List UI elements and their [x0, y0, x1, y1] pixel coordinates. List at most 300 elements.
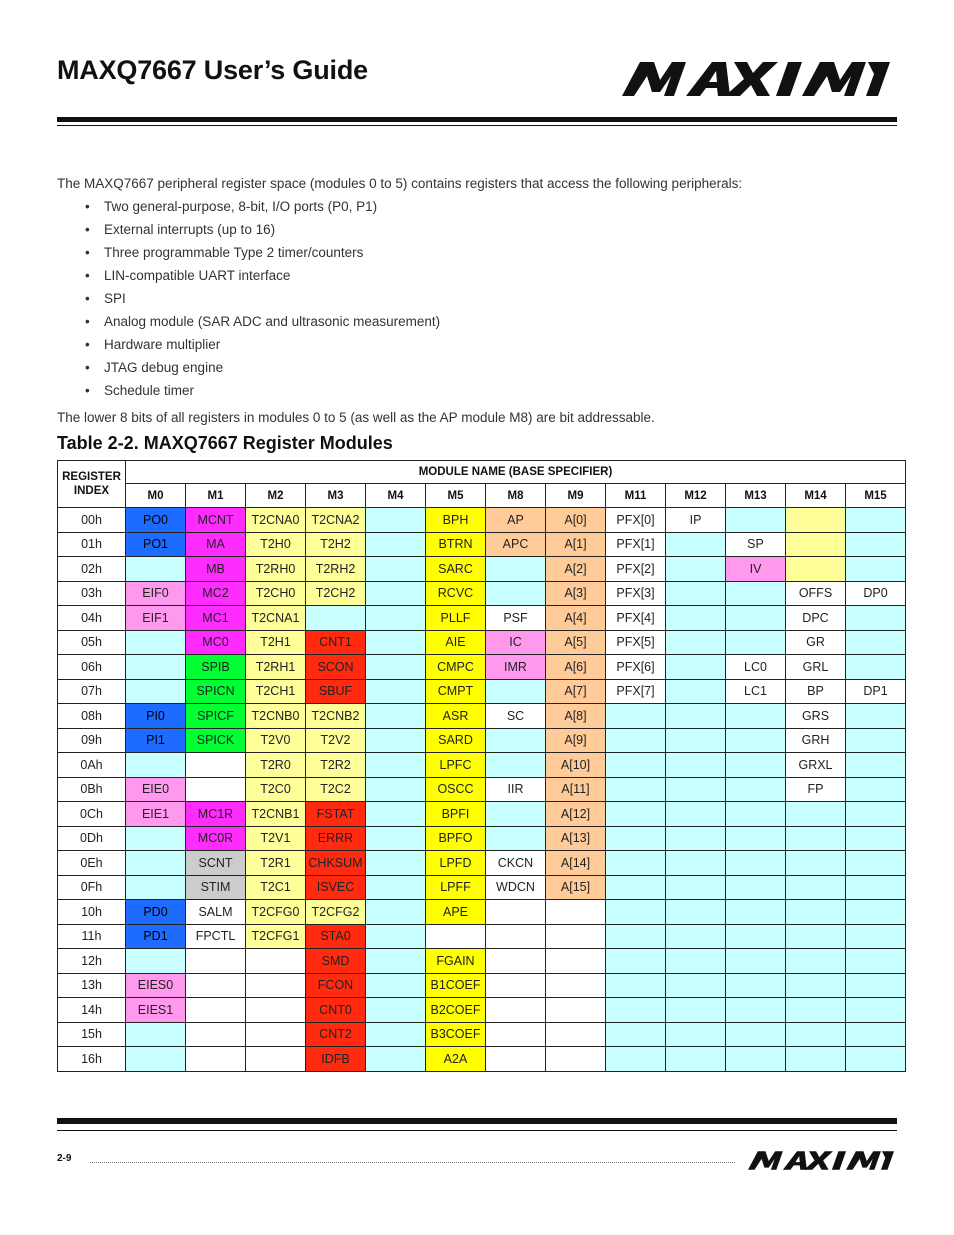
peripheral-list-item: • LIN-compatible UART interface: [57, 267, 897, 290]
register-cell: [666, 679, 726, 704]
register-cell: BPH: [426, 508, 486, 533]
register-cell: [486, 949, 546, 974]
register-cell: [366, 679, 426, 704]
register-index-cell: 15h: [58, 1022, 126, 1047]
register-cell: RCVC: [426, 581, 486, 606]
register-index-cell: 0Ch: [58, 802, 126, 827]
register-cell: A[9]: [546, 728, 606, 753]
module-column-header: M8: [486, 484, 546, 508]
table-title: Table 2-2. MAXQ7667 Register Modules: [57, 433, 393, 453]
register-cell: A[2]: [546, 557, 606, 582]
register-index-cell: 0Fh: [58, 875, 126, 900]
register-cell: [666, 875, 726, 900]
register-cell: [366, 508, 426, 533]
peripheral-list-item: • Three programmable Type 2 timer/counters: [57, 244, 897, 267]
table-row: [58, 777, 906, 802]
register-cell: [726, 851, 786, 876]
register-cell: [726, 998, 786, 1023]
register-cell: T2RH0: [246, 557, 306, 582]
register-cell: [666, 826, 726, 851]
register-cell: [366, 532, 426, 557]
register-cell: T2H2: [306, 532, 366, 557]
register-cell: MC1: [186, 606, 246, 631]
table-row: [58, 924, 906, 949]
register-index-cell: 09h: [58, 728, 126, 753]
register-cell: CKCN: [486, 851, 546, 876]
register-cell: [666, 1047, 726, 1072]
register-cell: IV: [726, 557, 786, 582]
register-cell: AIE: [426, 630, 486, 655]
register-cell: PI1: [126, 728, 186, 753]
register-cell: [846, 630, 906, 655]
register-cell: [366, 753, 426, 778]
register-cell: [366, 802, 426, 827]
intro-closing: The lower 8 bits of all registers in modules 0 to 5 (as well as the AP module M8) are bit addressable.: [57, 410, 655, 425]
register-cell: [486, 557, 546, 582]
register-cell: [606, 777, 666, 802]
register-cell: CNT1: [306, 630, 366, 655]
register-cell: [546, 949, 606, 974]
register-cell: [786, 802, 846, 827]
register-index-cell: 00h: [58, 508, 126, 533]
register-cell: [846, 777, 906, 802]
register-cell: [666, 753, 726, 778]
register-cell: EIES1: [126, 998, 186, 1023]
register-cell: T2C2: [306, 777, 366, 802]
register-cell: A[15]: [546, 875, 606, 900]
register-cell: [726, 900, 786, 925]
register-cell: [726, 753, 786, 778]
register-cell: [846, 508, 906, 533]
register-cell: [246, 1022, 306, 1047]
register-cell: SARD: [426, 728, 486, 753]
register-cell: SALM: [186, 900, 246, 925]
register-cell: [786, 875, 846, 900]
module-column-header: M12: [666, 484, 726, 508]
register-cell: T2R2: [306, 753, 366, 778]
footer-rule-thick: [57, 1118, 897, 1124]
register-cell: [726, 606, 786, 631]
register-cell: [246, 949, 306, 974]
register-cell: [606, 998, 666, 1023]
table-row: [58, 508, 906, 533]
register-cell: [786, 900, 846, 925]
register-cell: LC1: [726, 679, 786, 704]
register-index-cell: 12h: [58, 949, 126, 974]
register-cell: A[12]: [546, 802, 606, 827]
register-cell: [126, 655, 186, 680]
register-index-cell: 16h: [58, 1047, 126, 1072]
register-cell: T2R0: [246, 753, 306, 778]
peripheral-list-item: • JTAG debug engine: [57, 359, 897, 382]
register-cell: [846, 851, 906, 876]
register-cell: [366, 581, 426, 606]
register-cell: IP: [666, 508, 726, 533]
maxim-logo: [622, 62, 890, 96]
register-cell: DP0: [846, 581, 906, 606]
register-cell: GRXL: [786, 753, 846, 778]
register-cell: [486, 1047, 546, 1072]
register-cell: [606, 704, 666, 729]
register-cell: PO0: [126, 508, 186, 533]
register-cell: PSF: [486, 606, 546, 631]
register-cell: [606, 826, 666, 851]
register-cell: MA: [186, 532, 246, 557]
register-cell: SCON: [306, 655, 366, 680]
module-column-header: M11: [606, 484, 666, 508]
register-cell: A[1]: [546, 532, 606, 557]
register-cell: T2V0: [246, 728, 306, 753]
register-cell: [846, 949, 906, 974]
register-cell: EIES0: [126, 973, 186, 998]
register-cell: [186, 1022, 246, 1047]
register-cell: LPFD: [426, 851, 486, 876]
peripheral-list-item: • External interrupts (up to 16): [57, 221, 897, 244]
register-cell: FSTAT: [306, 802, 366, 827]
register-cell: [126, 630, 186, 655]
register-cell: MB: [186, 557, 246, 582]
register-cell: [486, 973, 546, 998]
register-cell: [606, 851, 666, 876]
register-cell: [486, 1022, 546, 1047]
register-cell: STA0: [306, 924, 366, 949]
register-cell: [486, 581, 546, 606]
register-cell: PFX[4]: [606, 606, 666, 631]
register-cell: APC: [486, 532, 546, 557]
table-row: [58, 606, 906, 631]
register-cell: WDCN: [486, 875, 546, 900]
register-cell: [846, 753, 906, 778]
register-cell: A[6]: [546, 655, 606, 680]
register-cell: [666, 924, 726, 949]
register-cell: [846, 924, 906, 949]
register-cell: SP: [726, 532, 786, 557]
register-cell: T2CH0: [246, 581, 306, 606]
table-row: [58, 630, 906, 655]
table-row: [58, 900, 906, 925]
page-title: MAXQ7667 User’s Guide: [57, 55, 368, 85]
register-cell: [186, 949, 246, 974]
register-cell: A[8]: [546, 704, 606, 729]
module-column-header: M0: [126, 484, 186, 508]
register-cell: [546, 924, 606, 949]
footer-rule-thin: [57, 1130, 897, 1131]
register-cell: [486, 900, 546, 925]
register-cell: ISVEC: [306, 875, 366, 900]
register-cell: BP: [786, 679, 846, 704]
register-cell: [546, 1022, 606, 1047]
register-cell: IIR: [486, 777, 546, 802]
register-cell: BPFO: [426, 826, 486, 851]
register-cell: [846, 973, 906, 998]
page-number: 2-9: [57, 1153, 72, 1164]
register-cell: [546, 1047, 606, 1072]
register-cell: LPFC: [426, 753, 486, 778]
register-cell: [366, 606, 426, 631]
register-cell: [366, 777, 426, 802]
table-row: [58, 655, 906, 680]
register-index-cell: 13h: [58, 973, 126, 998]
register-cell: [726, 630, 786, 655]
header-rule-thin: [57, 125, 897, 126]
register-cell: [726, 1022, 786, 1047]
module-column-header: M5: [426, 484, 486, 508]
register-cell: [606, 973, 666, 998]
register-cell: PO1: [126, 532, 186, 557]
register-cell: A[0]: [546, 508, 606, 533]
peripheral-list-item: • Hardware multiplier: [57, 336, 897, 359]
register-cell: [846, 704, 906, 729]
register-cell: [366, 704, 426, 729]
register-cell: T2H1: [246, 630, 306, 655]
register-cell: [366, 973, 426, 998]
module-name-header: MODULE NAME (BASE SPECIFIER): [126, 461, 906, 484]
register-cell: [786, 557, 846, 582]
register-cell: SPICF: [186, 704, 246, 729]
register-cell: SARC: [426, 557, 486, 582]
register-cell: SBUF: [306, 679, 366, 704]
maxim-logo-footer: [748, 1151, 894, 1170]
register-cell: T2CH1: [246, 679, 306, 704]
register-cell: MCNT: [186, 508, 246, 533]
register-index-cell: 0Bh: [58, 777, 126, 802]
register-cell: [666, 655, 726, 680]
register-cell: [186, 1047, 246, 1072]
register-cell: IDFB: [306, 1047, 366, 1072]
register-cell: [726, 802, 786, 827]
register-cell: [726, 973, 786, 998]
register-cell: [306, 606, 366, 631]
register-cell: EIE1: [126, 802, 186, 827]
register-cell: BTRN: [426, 532, 486, 557]
register-cell: T2C1: [246, 875, 306, 900]
register-cell: [366, 728, 426, 753]
register-cell: T2H0: [246, 532, 306, 557]
register-cell: B1COEF: [426, 973, 486, 998]
table-row: [58, 1047, 906, 1072]
table-row: [58, 875, 906, 900]
register-cell: [366, 557, 426, 582]
register-cell: AP: [486, 508, 546, 533]
register-cell: [666, 557, 726, 582]
register-cell: [546, 900, 606, 925]
register-cell: [366, 655, 426, 680]
register-cell: [786, 851, 846, 876]
register-cell: [786, 508, 846, 533]
register-cell: [606, 1022, 666, 1047]
register-cell: [486, 728, 546, 753]
register-cell: [366, 900, 426, 925]
module-column-header: M3: [306, 484, 366, 508]
register-cell: [726, 704, 786, 729]
register-cell: [426, 924, 486, 949]
register-cell: APE: [426, 900, 486, 925]
register-cell: T2V2: [306, 728, 366, 753]
table-row: [58, 1022, 906, 1047]
register-cell: [126, 851, 186, 876]
module-column-header: M13: [726, 484, 786, 508]
table-row: [58, 826, 906, 851]
register-cell: [666, 851, 726, 876]
register-cell: IMR: [486, 655, 546, 680]
intro-section: [57, 175, 897, 427]
register-index-cell: 0Ah: [58, 753, 126, 778]
register-cell: GRS: [786, 704, 846, 729]
register-cell: [366, 1047, 426, 1072]
register-cell: [606, 802, 666, 827]
register-index-cell: 06h: [58, 655, 126, 680]
register-cell: T2RH2: [306, 557, 366, 582]
register-cell: [666, 630, 726, 655]
register-cell: PLLF: [426, 606, 486, 631]
register-cell: [726, 728, 786, 753]
register-cell: [366, 851, 426, 876]
register-cell: [726, 1047, 786, 1072]
register-cell: [726, 875, 786, 900]
register-index-cell: 07h: [58, 679, 126, 704]
register-cell: B3COEF: [426, 1022, 486, 1047]
register-cell: T2CNB0: [246, 704, 306, 729]
register-cell: T2CH2: [306, 581, 366, 606]
register-cell: [486, 679, 546, 704]
peripheral-list-item: • Analog module (SAR ADC and ultrasonic measurement): [57, 313, 897, 336]
table-row: [58, 557, 906, 582]
register-cell: A[11]: [546, 777, 606, 802]
register-cell: ERRR: [306, 826, 366, 851]
register-cell: [126, 826, 186, 851]
register-cell: [846, 557, 906, 582]
register-cell: [666, 802, 726, 827]
register-cell: [486, 802, 546, 827]
register-cell: LPFF: [426, 875, 486, 900]
register-cell: LC0: [726, 655, 786, 680]
register-cell: [726, 949, 786, 974]
register-cell: SMD: [306, 949, 366, 974]
register-cell: [786, 924, 846, 949]
register-cell: T2R1: [246, 851, 306, 876]
register-cell: A2A: [426, 1047, 486, 1072]
register-cell: PFX[3]: [606, 581, 666, 606]
table-row: [58, 998, 906, 1023]
register-cell: ASR: [426, 704, 486, 729]
register-index-cell: 10h: [58, 900, 126, 925]
register-cell: [846, 826, 906, 851]
peripheral-list-item: • Two general-purpose, 8-bit, I/O ports (P0, P1): [57, 198, 897, 221]
register-cell: [486, 924, 546, 949]
peripheral-list: [57, 198, 897, 405]
table-row: [58, 851, 906, 876]
register-cell: PI0: [126, 704, 186, 729]
register-cell: OSCC: [426, 777, 486, 802]
register-cell: [786, 949, 846, 974]
register-cell: [846, 532, 906, 557]
register-cell: [726, 581, 786, 606]
register-cell: [786, 826, 846, 851]
register-cell: [846, 802, 906, 827]
register-cell: A[3]: [546, 581, 606, 606]
register-cell: PFX[6]: [606, 655, 666, 680]
register-cell: [606, 900, 666, 925]
register-cell: [846, 1047, 906, 1072]
register-cell: [666, 973, 726, 998]
register-cell: [126, 949, 186, 974]
register-cell: [606, 949, 666, 974]
register-cell: FGAIN: [426, 949, 486, 974]
register-cell: CMPC: [426, 655, 486, 680]
register-cell: CNT0: [306, 998, 366, 1023]
register-index-cell: 0Dh: [58, 826, 126, 851]
module-column-header: M14: [786, 484, 846, 508]
register-cell: T2C0: [246, 777, 306, 802]
register-cell: SPICK: [186, 728, 246, 753]
register-cell: [126, 753, 186, 778]
register-cell: A[4]: [546, 606, 606, 631]
register-index-cell: 02h: [58, 557, 126, 582]
register-cell: [606, 753, 666, 778]
register-cell: [666, 704, 726, 729]
register-cell: SPICN: [186, 679, 246, 704]
module-column-header: M4: [366, 484, 426, 508]
register-cell: [546, 998, 606, 1023]
register-index-cell: 08h: [58, 704, 126, 729]
register-cell: [366, 875, 426, 900]
register-cell: [666, 949, 726, 974]
register-cell: [846, 875, 906, 900]
register-cell: [246, 973, 306, 998]
peripheral-list-item: • Schedule timer: [57, 382, 897, 405]
register-cell: GRL: [786, 655, 846, 680]
register-cell: [786, 973, 846, 998]
register-cell: [606, 924, 666, 949]
register-cell: T2CNA1: [246, 606, 306, 631]
register-cell: [666, 998, 726, 1023]
register-cell: A[10]: [546, 753, 606, 778]
register-index-cell: 05h: [58, 630, 126, 655]
register-cell: [126, 1022, 186, 1047]
register-cell: T2CNB1: [246, 802, 306, 827]
module-column-header: M1: [186, 484, 246, 508]
register-cell: [366, 949, 426, 974]
register-index-cell: 0Eh: [58, 851, 126, 876]
register-cell: [666, 532, 726, 557]
register-cell: [726, 777, 786, 802]
register-cell: EIF1: [126, 606, 186, 631]
register-cell: BPFI: [426, 802, 486, 827]
register-cell: [126, 679, 186, 704]
register-cell: DP1: [846, 679, 906, 704]
register-cell: [366, 630, 426, 655]
register-cell: T2CFG2: [306, 900, 366, 925]
register-cell: MC2: [186, 581, 246, 606]
register-cell: [126, 875, 186, 900]
register-cell: MC0R: [186, 826, 246, 851]
register-cell: T2CNB2: [306, 704, 366, 729]
register-cell: [846, 728, 906, 753]
register-cell: B2COEF: [426, 998, 486, 1023]
register-cell: [366, 1022, 426, 1047]
register-cell: [726, 508, 786, 533]
register-cell: [666, 606, 726, 631]
register-cell: T2CFG0: [246, 900, 306, 925]
register-cell: MC0: [186, 630, 246, 655]
register-cell: [786, 1047, 846, 1072]
register-cell: [486, 753, 546, 778]
register-cell: A[5]: [546, 630, 606, 655]
register-cell: MC1R: [186, 802, 246, 827]
register-cell: [486, 998, 546, 1023]
register-cell: PFX[7]: [606, 679, 666, 704]
register-cell: SCNT: [186, 851, 246, 876]
